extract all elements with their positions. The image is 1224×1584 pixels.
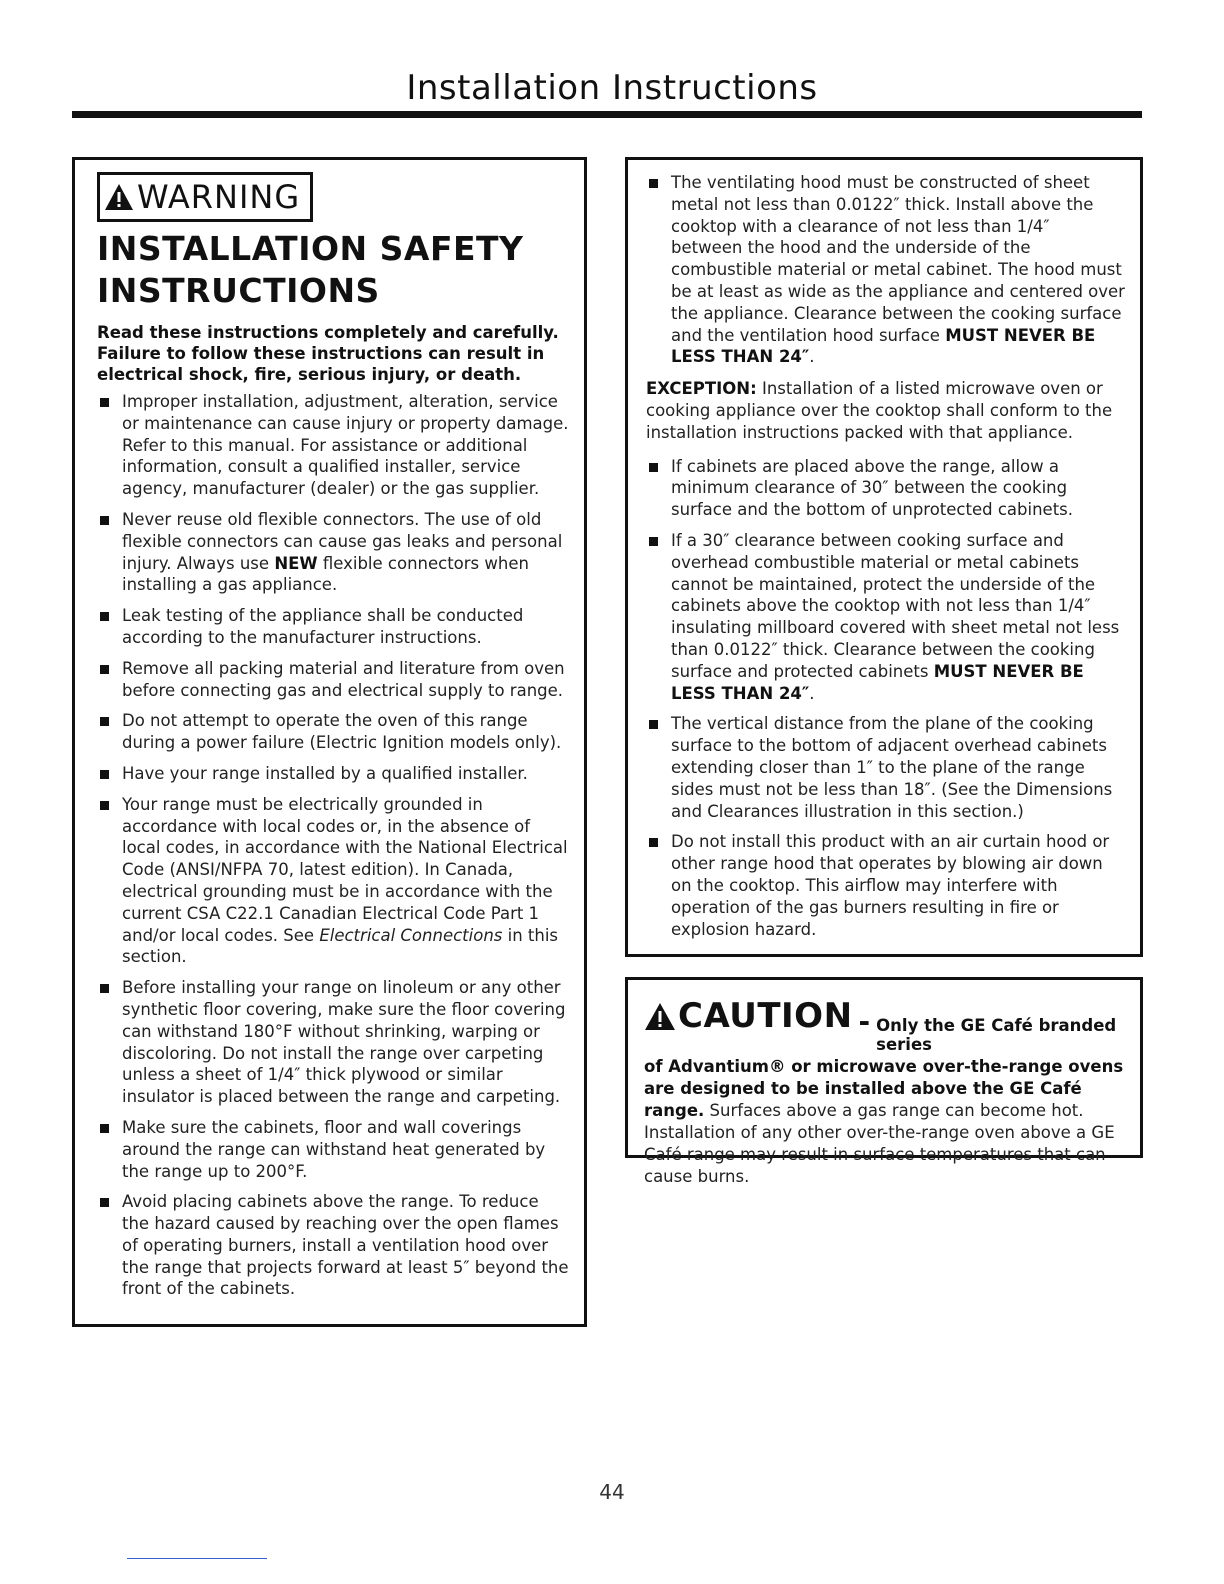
list-item: Improper installation, adjustment, alteration, service or maintenance can cause injury or property damage. Refer to this manual. For assistance or additional information, consult a qualified installer, service agency, manufacturer (dealer) or the gas supplier. [97,391,570,500]
list-item: Avoid placing cabinets above the range. To reduce the hazard caused by reaching over the open flames of operating burners, install a ventilation hood over the range that projects forward at least 5″ beyond the front of the cabinets. [97,1191,570,1300]
list-item: Do not attempt to operate the oven of this range during a power failure (Electric Ignition models only). [97,710,570,754]
warning-triangle-icon [104,183,134,211]
warning-badge-label: WARNING [137,178,301,216]
list-item: Have your range installed by a qualified installer. [97,763,570,785]
list-item: Never reuse old flexible connectors. The use of old flexible connectors can cause gas leaks and personal injury. Always use NEW flexible connectors when installing a gas appliance. [97,509,570,596]
list-item: The vertical distance from the plane of the cooking surface to the bottom of adjacent overhead cabinets extending closer than 1″ to the plane of the range sides must not be less than 18″. (See the Dimensions and Clearances illustration in this section.) [646,713,1126,822]
caution-header [644,996,1126,1054]
caution-label: CAUTION [644,996,853,1036]
ventilation-box [625,157,1143,957]
bottom-rule [127,1558,267,1559]
caution-body: of Advantium® or microwave over-the-range ovens are designed to be installed above the GE Café range. Surfaces above a gas range can become hot. Installation of any other over-the-range oven above a GE Café range may result in surface temperatures that can cause burns. [644,1056,1124,1186]
list-item: Your range must be electrically grounded in accordance with local codes or, in the absence of local codes, in accordance with the National Electrical Code (ANSI/NFPA 70, latest edition). In Canada, electrical grounding must be in accordance with the current CSA C22.1 Canadian Electrical Code Part 1 and/or local codes. See Electrical Connections in this section. [97,794,570,968]
caution-dash: - [858,1004,871,1038]
ventilation-list [646,172,1126,368]
warning-lead: Read these instructions completely and carefully. Failure to follow these instructions can result in electrical shock, fire, serious injury, or death. [97,323,559,384]
list-item: Remove all packing material and literature from oven before connecting gas and electrical supply to range. [97,658,570,702]
page-number: 44 [599,1480,625,1504]
list-item: Do not install this product with an air curtain hood or other range hood that operates by blowing air down on the cooktop. This airflow may interfere with operation of the gas burners resulting in fire or explosion hazard. [646,831,1126,940]
caution-tail: Only the GE Café branded series [876,1015,1117,1054]
clearance-list [646,456,1126,941]
warning-list [97,391,570,1300]
warning-box [72,157,587,1327]
list-item: If cabinets are placed above the range, allow a minimum clearance of 30″ between the cooking surface and the bottom of unprotected cabinets. [646,456,1126,521]
list-item: Leak testing of the appliance shall be conducted according to the manufacturer instructions. [97,605,570,649]
safety-heading-line1: INSTALLATION SAFETY [97,229,524,268]
warning-badge [97,172,313,222]
safety-heading [97,228,570,312]
page-title: Installation Instructions [406,68,818,108]
caution-box [625,977,1143,1186]
list-item: If a 30″ clearance between cooking surface and overhead combustible material or metal cabinets cannot be maintained, protect the underside of the cabinets above the cooktop with not less than 1/4″ insulating millboard covered with sheet metal not less than 0.0122″ thick. Clearance between the cooking surface and protected cabinets MUST NEVER BE LESS THAN 24″. [646,530,1126,704]
exception-paragraph: EXCEPTION: Installation of a listed microwave oven or cooking appliance over the cooktop shall conform to the installation instructions packed with that appliance. [646,379,1113,442]
title-rule [72,111,1142,118]
list-item: Before installing your range on linoleum or any other synthetic floor covering, make sure the floor covering can withstand 180°F without shrinking, warping or discoloring. Do not install the range over carpeting unless a sheet of 1/4″ thick plywood or similar insulator is placed between the range and carpeting. [97,977,570,1108]
safety-heading-line2: INSTRUCTIONS [97,271,380,310]
caution-triangle-icon [644,1002,676,1031]
list-item: The ventilating hood must be constructed of sheet metal not less than 0.0122″ thick. Install above the cooktop with a clearance of not less than 1/4″ between the hood and the underside of the combustible material or metal cabinet. The hood must be at least as wide as the appliance and centered over the appliance. Clearance between the cooking surface and the ventilation hood surface MUST NEVER BE LESS THAN 24″. [646,172,1126,368]
list-item: Make sure the cabinets, floor and wall coverings around the range can withstand heat generated by the range up to 200°F. [97,1117,570,1182]
